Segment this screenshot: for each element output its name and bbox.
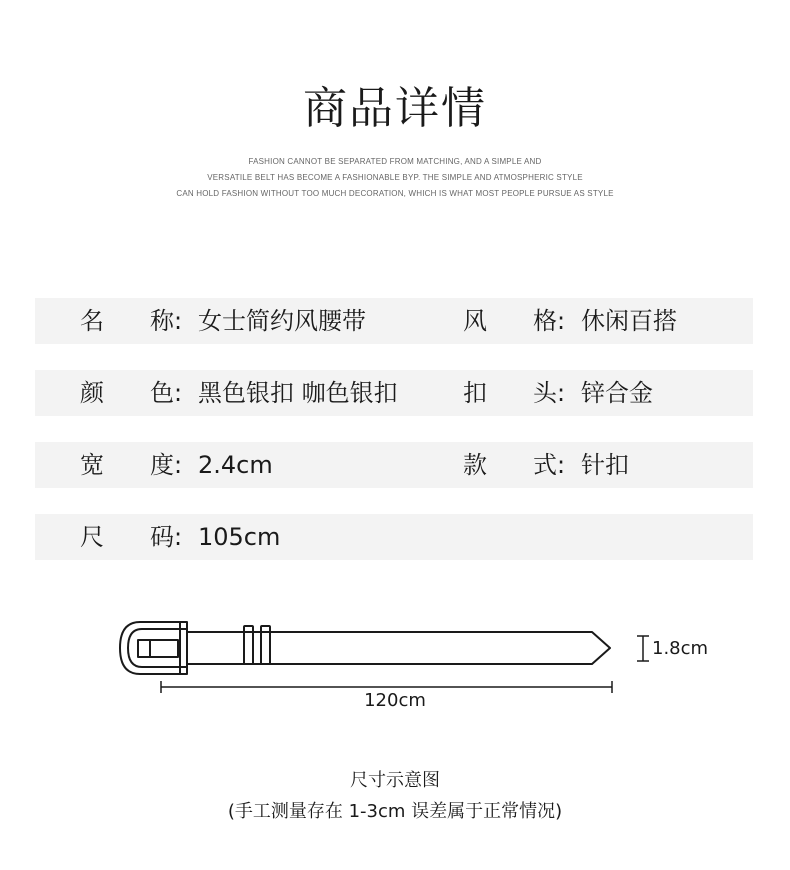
spec-value: 2.4cm: [198, 451, 273, 479]
subtitle-line-2: VERSATILE BELT HAS BECOME A FASHIONABLE BYP. THE SIMPLE AND ATMOSPHERIC STYLE: [207, 173, 583, 182]
belt-prong: [138, 640, 178, 657]
length-label: 120cm: [364, 690, 426, 711]
spec-value: 105cm: [198, 523, 281, 551]
spec-key-char: 式:: [533, 451, 566, 479]
spec-key-char: 宽: [80, 451, 104, 479]
spec-key-char: 格:: [533, 307, 566, 335]
spec-key-char: 风: [463, 307, 487, 335]
page-title: 商品详情: [303, 83, 487, 134]
spec-key-char: 码:: [150, 523, 183, 551]
spec-value: 针扣: [581, 451, 629, 479]
subtitle-line-3: CAN HOLD FASHION WITHOUT TOO MUCH DECORATION, WHICH IS WHAT MOST PEOPLE PURSUE AS STYLE: [176, 189, 614, 198]
spec-key-char: 头:: [533, 379, 566, 407]
diagram-caption: 尺寸示意图: [350, 770, 440, 791]
subtitle-line-1: FASHION CANNOT BE SEPARATED FROM MATCHING, AND A SIMPLE AND: [248, 157, 542, 166]
spec-key-char: 称:: [150, 307, 183, 335]
spec-value: 锌合金: [581, 379, 653, 407]
spec-value: 黑色银扣 咖色银扣: [198, 379, 398, 407]
spec-key-char: 色:: [150, 379, 183, 407]
belt-strap: [186, 632, 610, 664]
spec-key-char: 名: [80, 307, 104, 335]
width-dimension: [637, 636, 649, 661]
measurement-note: (手工测量存在 1-3cm 误差属于正常情况): [227, 801, 563, 822]
spec-key-char: 度:: [150, 451, 183, 479]
spec-value: 女士简约风腰带: [198, 307, 366, 335]
spec-value: 休闲百搭: [581, 307, 677, 335]
spec-key-char: 扣: [463, 379, 487, 407]
spec-key-char: 颜: [80, 379, 104, 407]
spec-key-char: 款: [463, 451, 487, 479]
width-label: 1.8cm: [652, 638, 709, 659]
spec-key-char: 尺: [80, 523, 104, 551]
